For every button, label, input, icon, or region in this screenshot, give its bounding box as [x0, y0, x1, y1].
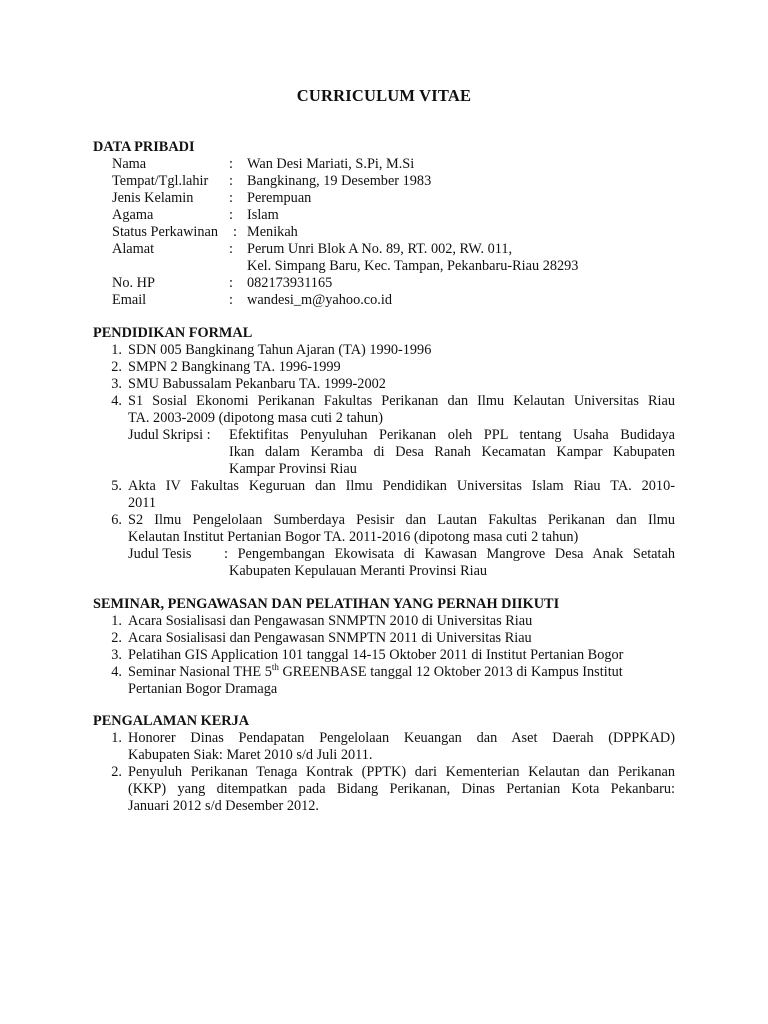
label-tempat-tgl-lahir: Tempat/Tgl.lahir	[112, 173, 209, 189]
page-title: CURRICULUM VITAE	[296, 86, 472, 105]
colon: :	[229, 241, 233, 257]
item-text: Pelatihan GIS Application 101 tanggal 14-15 Oktober 2011 di Institut Pertanian Bogor	[128, 647, 624, 663]
item-text: Penyuluh Perikanan Tenaga Kontrak (PPTK) dari Kementerian Kelautan dan Perikanan	[128, 764, 675, 780]
label-jenis-kelamin: Jenis Kelamin	[112, 190, 194, 206]
item-number: 6.	[111, 512, 122, 528]
judul-skripsi-label: Judul Skripsi :	[128, 427, 211, 443]
item-text: S1 Sosial Ekonomi Perikanan Fakultas Perikanan dan Ilmu Kelautan Universitas Riau	[128, 393, 675, 409]
item-number: 3.	[111, 376, 122, 392]
item-text-b: GREENBASE tanggal 12 Oktober 2013 di Kampus Institut	[278, 664, 623, 680]
heading-data-pribadi: DATA PRIBADI	[93, 139, 195, 155]
judul-skripsi-text: Ikan dalam Keramba di Desa Ranah Kecamatan Kampar Kabupaten	[229, 444, 675, 460]
item-text: Kelautan Institut Pertanian Bogor TA. 2011-2016 (dipotong masa cuti 2 tahun)	[128, 529, 579, 545]
value-jenis-kelamin: Perempuan	[247, 190, 312, 206]
value-status-perkawinan: Menikah	[247, 224, 298, 240]
item-text: S2 Ilmu Pengelolaan Sumberdaya Pesisir dan Lautan Fakultas Perikanan dan Ilmu	[128, 512, 675, 528]
value-tempat-tgl-lahir: Bangkinang, 19 Desember 1983	[247, 173, 432, 189]
colon: :	[233, 224, 237, 240]
heading-pendidikan-formal: PENDIDIKAN FORMAL	[93, 325, 253, 341]
item-text: Acara Sosialisasi dan Pengawasan SNMPTN 2011 di Universitas Riau	[128, 630, 532, 646]
item-number: 1.	[111, 613, 122, 629]
item-text: Kabupaten Siak: Maret 2010 s/d Juli 2011.	[128, 747, 373, 763]
colon: :	[229, 173, 233, 189]
item-text-a: Seminar Nasional THE 5	[128, 664, 272, 680]
item-text: TA. 2003-2009 (dipotong masa cuti 2 tahun)	[128, 410, 383, 426]
value-alamat: Perum Unri Blok A No. 89, RT. 002, RW. 011,	[247, 241, 513, 257]
heading-seminar: SEMINAR, PENGAWASAN DAN PELATIHAN YANG PERNAH DIIKUTI	[93, 596, 560, 612]
item-number: 1.	[111, 730, 122, 746]
item-text: SMPN 2 Bangkinang TA. 1996-1999	[128, 359, 341, 375]
judul-skripsi-text: Efektifitas Penyuluhan Perikanan oleh PPL tentang Usaha Budidaya	[229, 427, 675, 443]
value-no-hp: 082173931165	[247, 275, 333, 291]
item-text: (KKP) yang ditempatkan pada Bidang Perikanan, Dinas Pertanian Kota Pekanbaru:	[128, 781, 675, 797]
item-text: SDN 005 Bangkinang Tahun Ajaran (TA) 1990-1996	[128, 342, 432, 358]
item-number: 4.	[111, 393, 122, 409]
label-no-hp: No. HP	[112, 275, 155, 291]
judul-tesis-text: : Pengembangan Ekowisata di Kawasan Mangrove Desa Anak Setatah	[224, 546, 675, 562]
label-alamat: Alamat	[112, 241, 155, 257]
item-text-sup: th	[271, 662, 279, 673]
item-text: Acara Sosialisasi dan Pengawasan SNMPTN 2010 di Universitas Riau	[128, 613, 533, 629]
item-number: 1.	[111, 342, 122, 358]
value-alamat-line2: Kel. Simpang Baru, Kec. Tampan, Pekanbaru-Riau 28293	[247, 258, 579, 274]
item-text: Januari 2012 s/d Desember 2012.	[128, 798, 319, 814]
label-nama: Nama	[112, 156, 147, 172]
colon: :	[229, 292, 233, 308]
colon: :	[229, 190, 233, 206]
item-text: SMU Babussalam Pekanbaru TA. 1999-2002	[128, 376, 386, 392]
item-number: 2.	[111, 764, 122, 780]
item-number: 4.	[111, 664, 122, 680]
value-nama: Wan Desi Mariati, S.Pi, M.Si	[247, 156, 415, 172]
judul-tesis-label: Judul Tesis	[128, 546, 192, 562]
judul-skripsi-text: Kampar Provinsi Riau	[229, 461, 357, 477]
item-text	[128, 664, 675, 681]
label-agama: Agama	[112, 207, 154, 223]
item-number: 5.	[111, 478, 122, 494]
item-text: 2011	[128, 495, 157, 511]
colon: :	[229, 156, 233, 172]
value-agama: Islam	[247, 207, 279, 223]
label-email: Email	[112, 292, 147, 308]
item-number: 3.	[111, 647, 122, 663]
colon: :	[229, 207, 233, 223]
item-text: Honorer Dinas Pendapatan Pengelolaan Keuangan dan Aset Daerah (DPPKAD)	[128, 730, 675, 746]
value-email: wandesi_m@yahoo.co.id	[247, 292, 392, 308]
item-number: 2.	[111, 630, 122, 646]
item-number: 2.	[111, 359, 122, 375]
item-text: Pertanian Bogor Dramaga	[128, 681, 278, 697]
item-text: Akta IV Fakultas Keguruan dan Ilmu Pendidikan Universitas Islam Riau TA. 2010-	[128, 478, 675, 494]
heading-pengalaman-kerja: PENGALAMAN KERJA	[93, 713, 250, 729]
judul-tesis-text: Kabupaten Kepulauan Meranti Provinsi Riau	[229, 563, 488, 579]
label-status-perkawinan: Status Perkawinan	[112, 224, 219, 240]
colon: :	[229, 275, 233, 291]
